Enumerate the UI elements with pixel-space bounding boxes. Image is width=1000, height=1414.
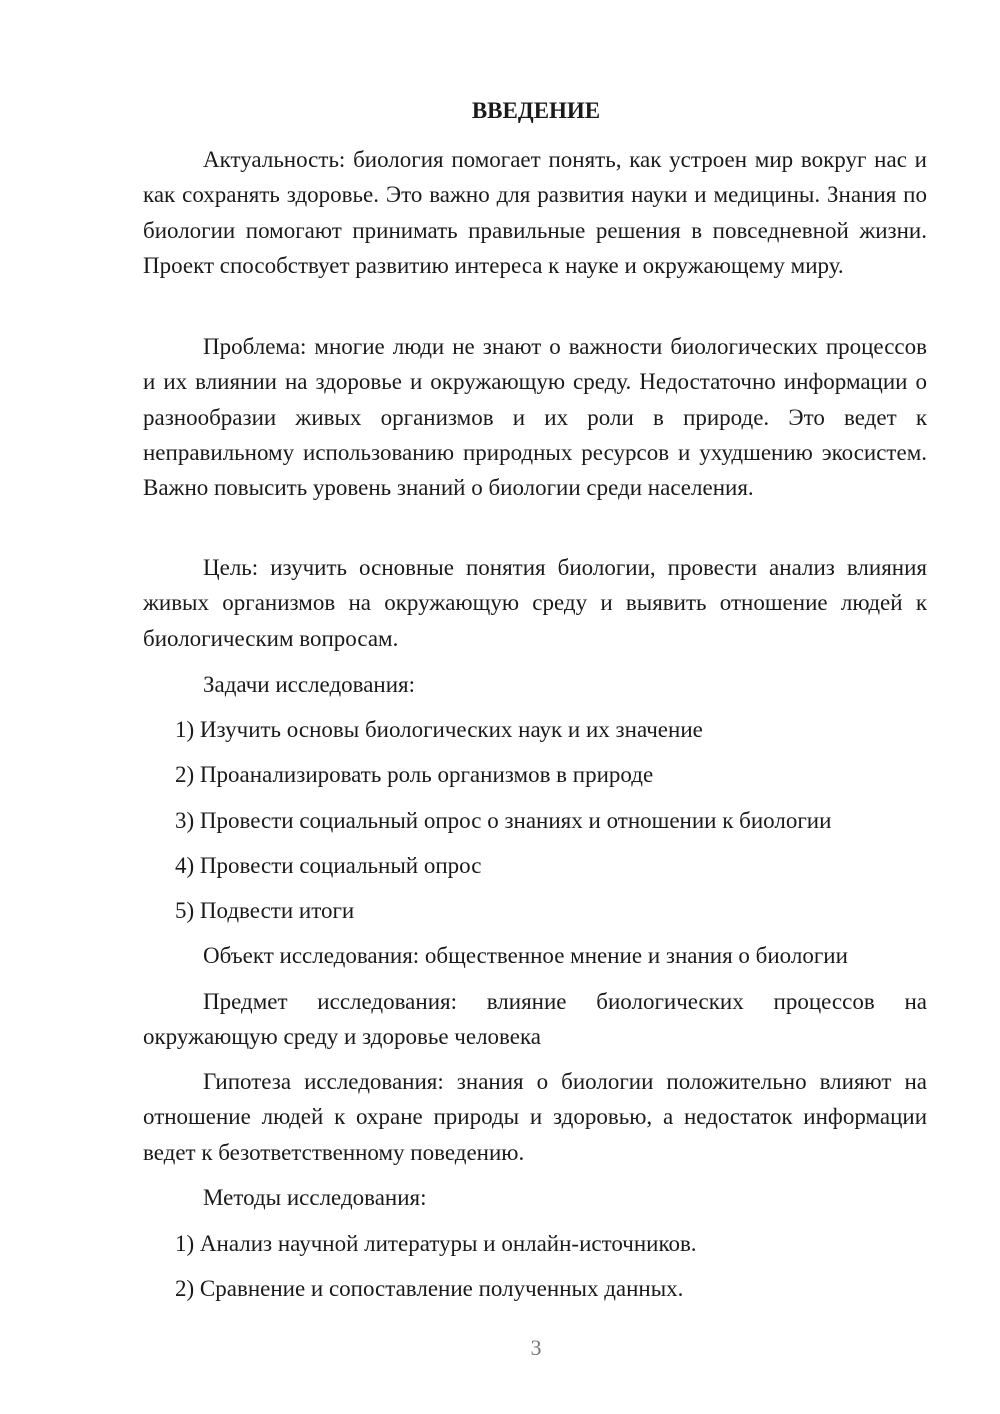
method-item-2: 2) Сравнение и сопоставление полученных данных. — [175, 1276, 684, 1301]
methods-heading: Методы исследования: — [203, 1185, 427, 1210]
method-item-1: 1) Анализ научной литературы и онлайн-источников. — [175, 1231, 697, 1256]
task-item-5: 5) Подвести итоги — [175, 898, 355, 923]
object-line: Объект исследования: общественное мнение и знания о биологии — [203, 943, 848, 968]
task-item-1: 1) Изучить основы биологических наук и их значение — [175, 717, 703, 742]
goal-paragraph: Цель: изучить основные понятия биологии, провести анализ влияния живых организмов на окружающую среду и выявить отношение людей к биологическим вопросам. — [143, 555, 927, 651]
relevance-paragraph: Актуальность: биология помогает понять, как устроен мир вокруг нас и как сохранять здоровье. Это важно для развития науки и медицины. Знания по биологии помогают принимать правильные решения в повседневной жизни. Проект способствует развитию интереса к науке и окружающему миру. — [143, 147, 927, 278]
task-item-4: 4) Провести социальный опрос — [175, 853, 482, 878]
task-item-2: 2) Проанализировать роль организмов в природе — [175, 762, 654, 787]
page-number: 3 — [530, 1335, 542, 1360]
subject-paragraph: Предмет исследования: влияние биологических процессов на окружающую среду и здоровье человека — [143, 989, 927, 1050]
task-item-3: 3) Провести социальный опрос о знаниях и отношении к биологии — [175, 808, 832, 833]
problem-paragraph: Проблема: многие люди не знают о важности биологических процессов и их влиянии на здоровье и окружающую среду. Недостаточно информации о разнообразии живых организмов и их роли в природе. Это ведет к неправильному использованию природных ресурсов и ухудшению экосистем. Важно повысить уровень знаний о биологии среди населения. — [143, 334, 927, 501]
tasks-heading: Задачи исследования: — [203, 672, 416, 697]
page-title: ВВЕДЕНИЕ — [471, 98, 601, 123]
hypothesis-paragraph: Гипотеза исследования: знания о биологии положительно влияют на отношение людей к охране природы и здоровью, а недостаток информации ведет к безответственному поведению. — [143, 1069, 927, 1165]
